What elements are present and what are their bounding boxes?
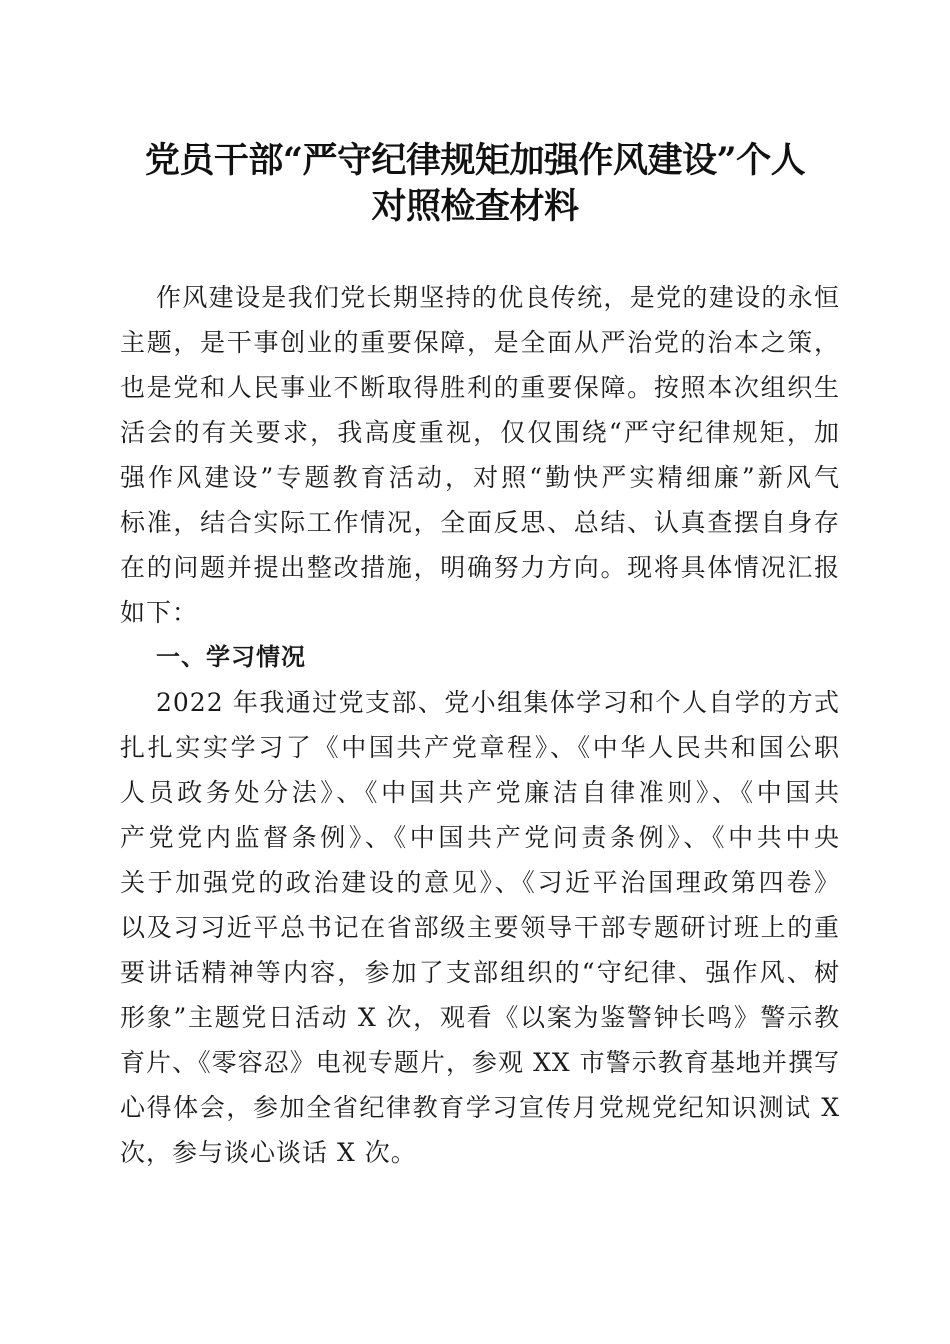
text-line: 次，参与谈心谈话 X 次。 (120, 1138, 417, 1167)
section-heading-study: 一、学习情况 (156, 643, 306, 671)
text-line: 活会的有关要求，我高度重视，仅仅围绕“严守纪律规矩，加 (120, 418, 840, 447)
text-line: 标准，结合实际工作情况，全面反思、总结、认真查摆自身存 (120, 508, 840, 537)
text-line: 心得体会，参加全省纪律教育学习宣传月党规党纪知识测试 X (120, 1093, 840, 1122)
text-line: 作风建设是我们党长期坚持的优良传统，是党的建设的永恒 (156, 283, 840, 312)
document-title-line-1: 党员干部“严守纪律规矩加强作风建设”个人 (144, 140, 806, 181)
text-line: 在的问题并提出整改措施，明确努力方向。现将具体情况汇报 (120, 553, 840, 582)
text-line: 主题，是干事创业的重要保障，是全面从严治党的治本之策， (120, 328, 840, 357)
text-line: 扎扎实实学习了《中国共产党章程》、《中华人民共和国公职 (120, 733, 840, 762)
text-line: 要讲话精神等内容，参加了支部组织的“守纪律、强作风、树 (120, 958, 840, 987)
text-line: 以及习习近平总书记在省部级主要领导干部专题研讨班上的重 (120, 913, 840, 942)
text-line: 人员政务处分法》、《中国共产党廉洁自律准则》、《中国共 (120, 778, 840, 807)
text-line: 育片、《零容忍》电视专题片，参观 XX 市警示教育基地并撰写 (120, 1048, 840, 1077)
text-line: 也是党和人民事业不断取得胜利的重要保障。按照本次组织生 (120, 373, 840, 402)
text-line: 如下： (120, 598, 199, 627)
text-line: 强作风建设”专题教育活动，对照“勤快严实精细廉”新风气 (120, 463, 840, 492)
text-line: 2022 年我通过党支部、党小组集体学习和个人自学的方式 (156, 688, 840, 717)
text-line: 产党党内监督条例》、《中国共产党问责条例》、《中共中央 (120, 823, 840, 852)
text-line: 形象”主题党日活动 X 次，观看《以案为鉴警钟长鸣》警示教 (120, 1003, 840, 1032)
text-line: 关于加强党的政治建设的意见》、《习近平治国理政第四卷》 (120, 868, 840, 897)
intro-paragraph (120, 275, 840, 1175)
document-title-line-2: 对照检查材料 (371, 186, 579, 227)
